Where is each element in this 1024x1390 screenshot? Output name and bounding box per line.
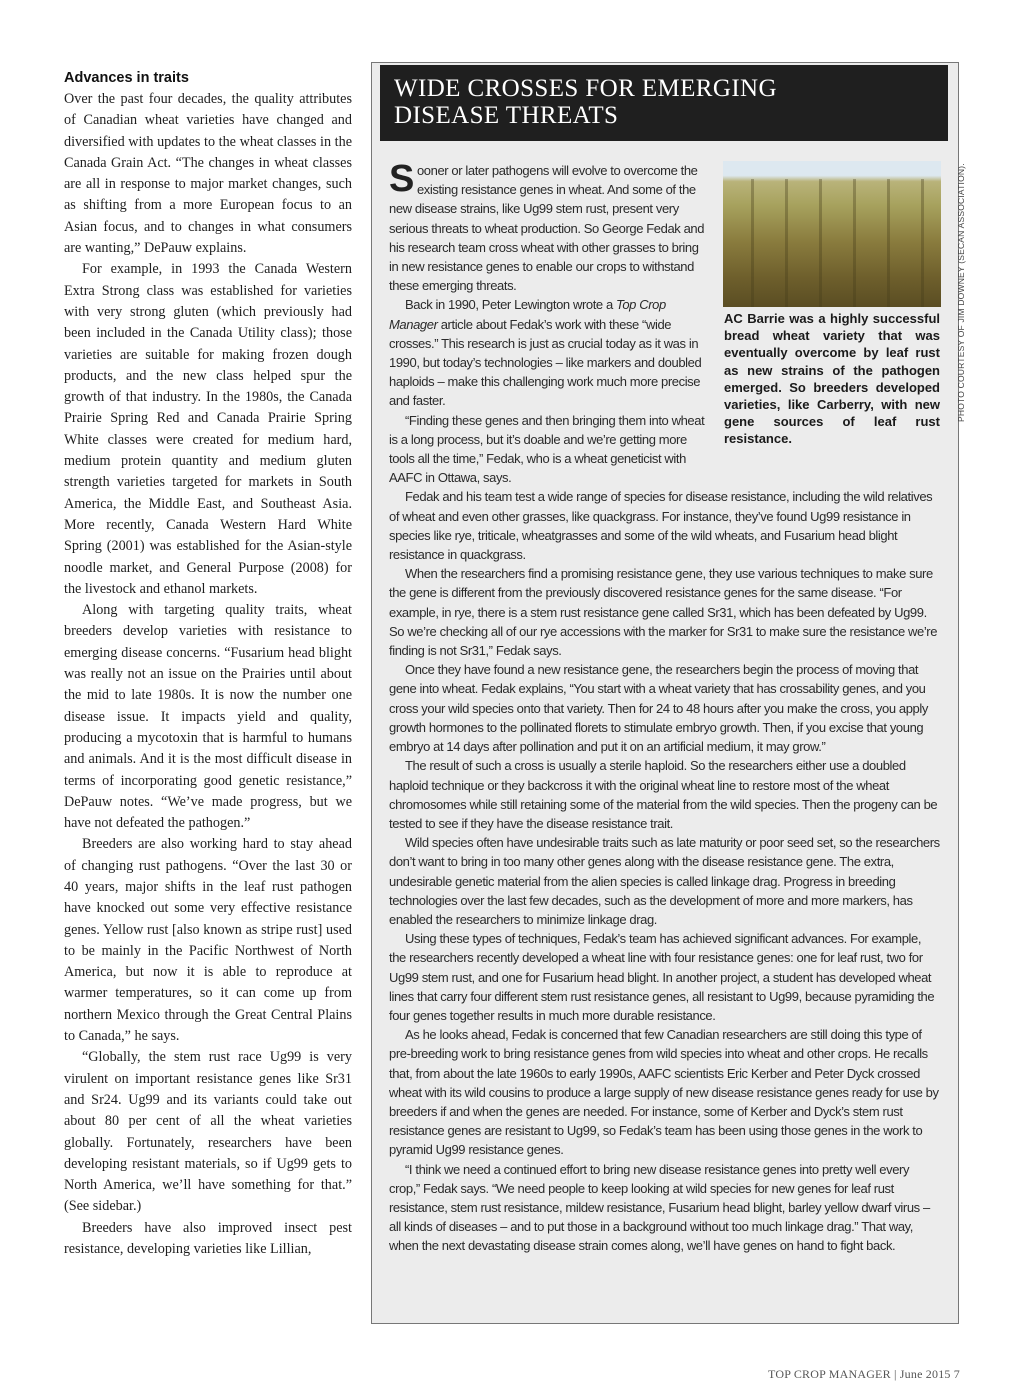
sidebar-paragraph: Using these types of techniques, Fedak’s team has achieved significant advances. For example, the researchers recently developed a wheat line with four resistance genes: one for leaf rust, two for Ug99 stem rust, and one for Fusarium head blight. In another project, a student has developed wheat lines that carry four different stem rust resistance genes, all resistant to Ug99, because pyramiding the four genes together results in much more durable resistance. — [389, 931, 935, 1023]
sidebar-paragraph: Wild species often have undesirable traits such as late maturity or poor seed set, so the researchers don’t want to bring in too many other genes along with the disease resistance gene. The extra, undesirable genetic material from the alien species is called linkage drag. Progress in breeding technologies over the last few decades, such as the development of more and more markers, has enabled the researchers to minimize linkage drag. — [389, 835, 940, 927]
crop-row — [751, 179, 754, 307]
section-heading: Advances in traits — [64, 70, 189, 86]
article-paragraph: Breeders are also working hard to stay ahead of changing rust pathogens. “Over the last 30 or 40 years, major shifts in the leaf rust pathogen have knocked out some very effective resistance genes. Yellow rust [also known as stripe rust] used to be mainly in the Pacific Northwest of North America, but now it is able to reproduce at warmer temperatures, so it can come up from northern Mexico through the Great Central Plains to Canada,” he says. — [64, 836, 352, 1045]
article-paragraph: Breeders have also improved insect pest resistance, developing varieties like Lillian, — [64, 1219, 352, 1258]
photo-credit: PHOTO COURTESY OF JIM DOWNEY (SECAN ASSOCIATION). — [956, 163, 966, 422]
crop-row — [785, 179, 788, 307]
sidebar-title-line: DISEASE THREATS — [394, 102, 619, 129]
photo-caption: AC Barrie was a highly successful bread wheat variety that was eventually overcome by leaf rust as new strains of the pathogen emerged. So breeders developed varieties, like Carberry, with new gene sources of leaf rust resistance. — [724, 311, 940, 447]
crop-row — [853, 179, 856, 307]
sidebar-title-banner — [380, 65, 948, 141]
crop-row — [887, 179, 890, 307]
publication-name: Top Crop Manager — [389, 297, 666, 332]
crop-row — [921, 179, 924, 307]
sidebar-paragraph: “I think we need a continued effort to bring new disease resistance genes into pretty well every crop,” Fedak says. “We need people to keep looking at wild species for new genes for leaf rust resistance, stem rust resistance, mildew resistance, Fusarium head blight, barley yellow dwarf virus – all kinds of diseases – and to put those in a background without too much linkage drag.” That way, when the next devastating disease strain comes along, we’ll have genes on hand to fight back. — [389, 1161, 930, 1254]
drop-cap: S — [389, 158, 414, 200]
sidebar-paragraph: “Finding these genes and then bringing them into wheat is a long process, but it’s doable and we’re getting more tools all the time,” Fedak, who is a wheat geneticist with AAFC in Ottawa, says. — [389, 412, 705, 486]
paragraph-text: article about Fedak’s work with these “wide crosses.” This research is just as crucial today as it was in 1990, but today’s technologies – like markers and doubled haploids – make this challenging work much more precise and faster. — [389, 316, 702, 409]
sidebar-paragraph: When the researchers find a promising resistance gene, they use various techniques to make sure the gene is different from the previously discovered resistance genes for the same disease. “For example, in rye, there is a stem rust resistance gene called Sr31, which has been defeated by Ug99. So we’re checking all of our rye accessions with the marker for Sr31 to make sure the resistance we’re finding is not Sr31,” Fedak says. — [389, 566, 938, 659]
crop-row — [819, 179, 822, 307]
sidebar-paragraph: As he looks ahead, Fedak is concerned that few Canadian researchers are still doing this type of pre-breeding work to bring resistance genes from wild species into wheat and other crops. He recalls that, from about the late 1960s to early 1990s, AAFC scientists Eric Kerber and Peter Dyck crossed wheat with its wild cousins to produce a large supply of new disease resistance genes ready for use by breeders if and when the genes are needed. For instance, some of Kerber and Dyck’s stem rust resistance genes are resistant to Ug99, so Fedak’s team has been using those genes in the work to pyramid Ug99 resistance genes. — [389, 1027, 939, 1158]
article-paragraph: Over the past four decades, the quality attributes of Canadian wheat varieties have changed and diversified with updates to the wheat classes in the Canada Grain Act. “The changes in wheat classes are all in response to major market changes, such as shifting from a more European focus to an Asian focus, and to changes in what consumers are wanting,” DePauw explains. — [64, 91, 352, 257]
sidebar-title-line: WIDE CROSSES FOR EMERGING — [394, 75, 777, 102]
article-paragraph: “Globally, the stem rust race Ug99 is very virulent on important resistance genes like Sr31 and Sr24. Ug99 and its variants could take out about 80 per cent of all the wheat varieties globally. Fortunately, researchers have been developing resistant materials, so if Ug99 gets to North America, we’ll have something for that.” (See sidebar.) — [64, 1049, 352, 1215]
wheat-field-photo — [723, 161, 941, 307]
sidebar-paragraph: Fedak and his team test a wide range of species for disease resistance, including the wild relatives of wheat and even other grasses, like quackgrass. For instance, they’ve found Ug99 resistance in species like rye, triticale, wheatgrasses and some of the wild wheats, and Fusarium head blight resistance in quackgrass. — [389, 489, 933, 563]
article-paragraph: Along with targeting quality traits, wheat breeders develop varieties with resistance to emerging disease concerns. “Fusarium head blight was really not an issue on the Prairies until about the mid to late 1980s. It is now the number one disease issue. It impacts yield and quality, producing a mycotoxin that is harmful to humans and animals. And it is the most difficult disease in terms of incorporating good genetic resistance,” DePauw notes. “We’ve made progress, but we have not defeated the pathogen.” — [64, 602, 352, 832]
sidebar-paragraph: Once they have found a new resistance gene, the researchers begin the process of moving that gene into wheat. Fedak explains, “You start with a wheat variety that has crossability genes, and you cross your wild species onto that variety. Then for 24 to 48 hours after you make the cross, you apply growth hormones to the pollinated florets to stimulate embryo growth. Then, if you excise that young embryo at 14 days after pollination and put it on an artificial medium, it may grow.” — [389, 662, 928, 755]
sidebar-box — [371, 62, 966, 1324]
paragraph-text: Back in 1990, Peter Lewington wrote a — [405, 297, 616, 313]
sidebar-lead-paragraph — [389, 158, 709, 295]
sidebar-paragraph — [389, 295, 709, 410]
article-paragraph: For example, in 1993 the Canada Western Extra Strong class was established for varieties with very strong gluten (which previously had been included in the Canada Utility class); those varieties are suitable for making frozen dough products, and the new class helped spur the growth of that industry. In the 1980s, the Canada Prairie Spring Red and Canada Prairie Spring White classes were created for medium hard, medium protein quantity and medium gluten strength varieties targeted for markets in South America, the Middle East, and Southeast Asia. More recently, Canada Western Hard White Spring (2001) was established for the Asian-style noodle market, and General Purpose (2008) for the livestock and ethanol markets. — [64, 261, 352, 597]
sidebar-paragraph: The result of such a cross is usually a sterile haploid. So the researchers either use a doubled haploid technique or they backcross it with the original wheat line to restore most of the wheat chromosomes while still retaining some of the material from the wild species. Then the progeny can be tested to see if they have the disease resistance trait. — [389, 758, 938, 831]
main-article-column — [64, 70, 352, 1260]
sidebar-narrow-block — [389, 158, 709, 487]
lead-text: ooner or later pathogens will evolve to overcome the existing resistance genes in wheat. And some of the new disease strains, like Ug99 stem rust, present very serious threats to wheat production. So George Fedak and his research team cross wheat with other grasses to bring in new resistance genes to enable our crops to withstand these emerging threats. — [389, 163, 705, 294]
page-footer: TOP CROP MANAGER | June 2015 7 — [768, 1367, 960, 1381]
